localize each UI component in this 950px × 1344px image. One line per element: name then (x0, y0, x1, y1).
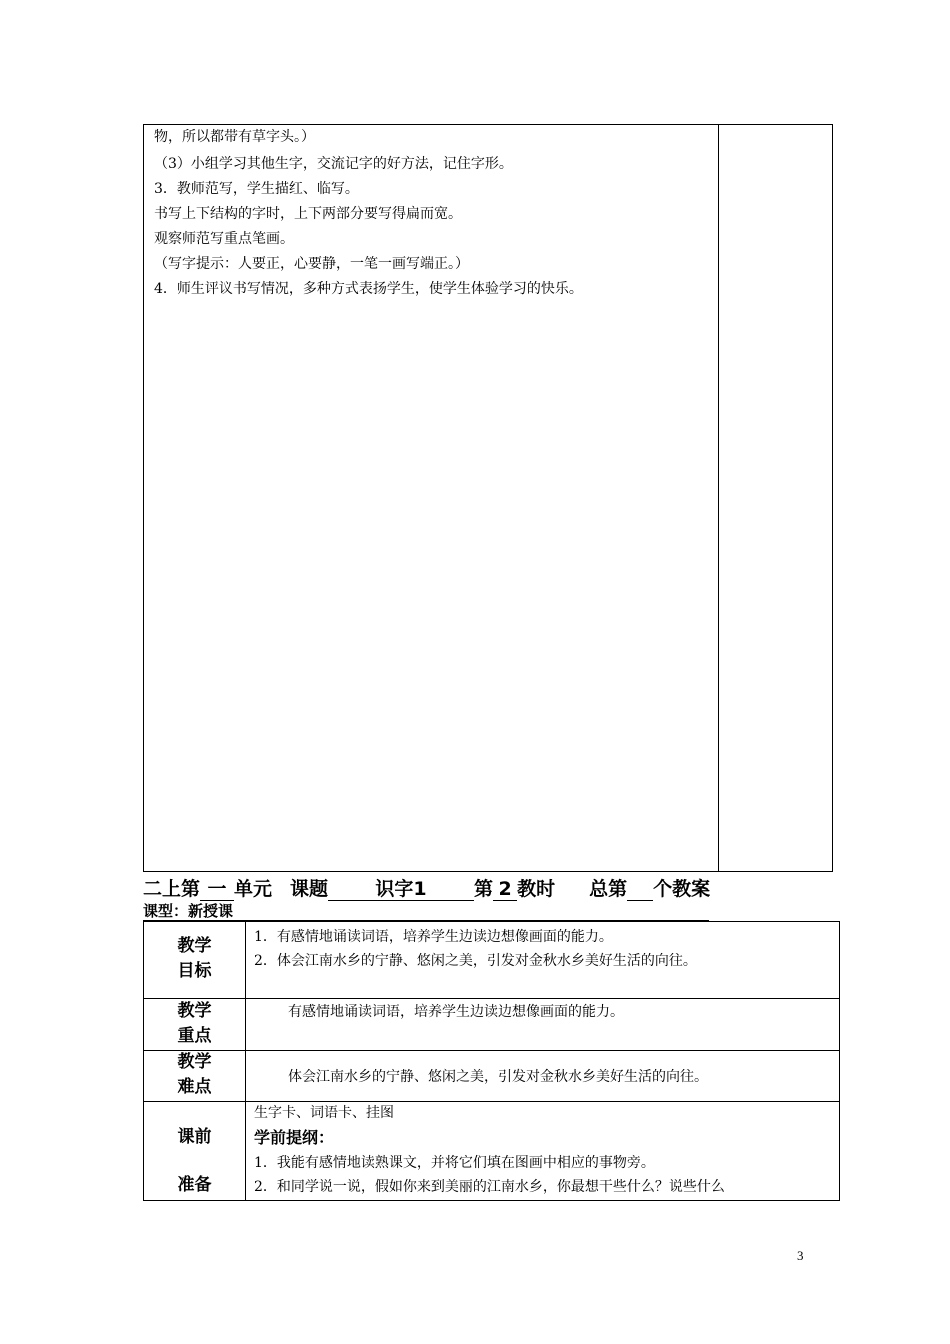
outline-line: 1．我能有感情地读熟课文，并将它们填在图画中相应的事物旁。 (254, 1155, 655, 1171)
lesson-type-row (143, 901, 709, 921)
top-table (143, 124, 833, 872)
goal-line: 2．体会江南水乡的宁静、悠闲之美，引发对金秋水乡美好生活的向往。 (254, 953, 697, 969)
header-topic-label: 课题 (290, 878, 329, 900)
header-period: 2 (493, 878, 517, 901)
top-table-content (144, 125, 718, 871)
prep-label-top: 课前 (177, 1127, 212, 1147)
goal-line: 1．有感情地诵读词语，培养学生边读边想像画面的能力。 (254, 929, 613, 945)
row-divider (144, 1101, 839, 1102)
header-total-prefix: 总第 (589, 878, 628, 900)
label-column-divider (245, 922, 246, 1200)
content-line: 观察师范写重点笔画。 (154, 231, 294, 247)
lesson-type: 课型：新授课 (143, 902, 234, 920)
lesson-header (143, 874, 710, 901)
header-unit: 一 (200, 878, 234, 901)
header-total (627, 878, 653, 901)
top-table-divider (718, 125, 719, 871)
row-divider (144, 998, 839, 999)
header-prefix: 二上第 (143, 878, 201, 900)
header-period-prefix: 第 (474, 878, 494, 900)
difficulty-label: 教学 难点 (177, 1052, 212, 1097)
prep-materials: 生字卡、词语卡、挂图 (254, 1105, 394, 1121)
header-unit-suffix: 单元 (234, 878, 273, 900)
lesson-table (143, 921, 840, 1201)
content-line: 物，所以都带有草字头。） (154, 129, 315, 145)
content-line: （写字提示：人要正，心要静，一笔一画写端正。） (154, 256, 469, 272)
key-text: 有感情地诵读词语，培养学生边读边想像画面的能力。 (288, 1004, 624, 1020)
content-line: 书写上下结构的字时，上下两部分要写得扁而宽。 (154, 206, 462, 222)
header-total-suffix: 个教案 (653, 878, 711, 900)
key-label: 教学 重点 (177, 1001, 212, 1046)
prep-label-bottom: 准备 (177, 1175, 212, 1195)
content-line: 4．师生评议书写情况，多种方式表扬学生，使学生体验学习的快乐。 (154, 281, 583, 297)
outline-line: 2．和同学说一说，假如你来到美丽的江南水乡，你最想干些什么？说些什么 (254, 1179, 725, 1195)
header-period-suffix: 教时 (517, 878, 556, 900)
page-number: 3 (797, 1248, 804, 1263)
goals-label: 教学 目标 (177, 936, 212, 981)
difficulty-text: 体会江南水乡的宁静、悠闲之美，引发对金秋水乡美好生活的向往。 (288, 1069, 708, 1085)
row-divider (144, 1050, 839, 1051)
outline-title: 学前提纲： (254, 1128, 335, 1147)
content-line: （3）小组学习其他生字，交流记字的好方法，记住字形。 (154, 156, 513, 172)
header-topic: 识字1 (328, 878, 474, 901)
content-line: 3．教师范写，学生描红、临写。 (154, 181, 359, 197)
